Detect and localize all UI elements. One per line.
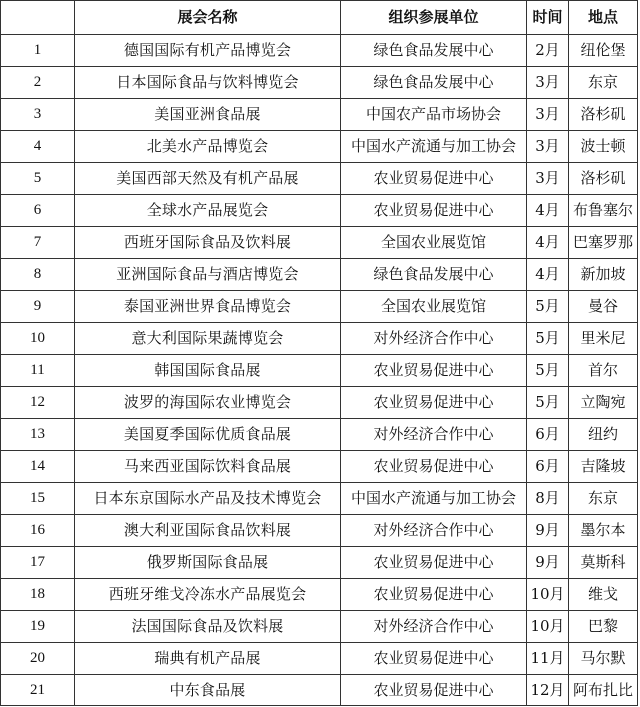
fair-name: 西班牙国际食品及饮料展 — [75, 227, 341, 259]
table-row — [1, 451, 638, 483]
fair-location: 洛杉矶 — [569, 99, 638, 131]
fair-location: 首尔 — [569, 355, 638, 387]
fair-month: 8月 — [527, 483, 569, 515]
fair-name: 西班牙维戈冷冻水产品展览会 — [75, 579, 341, 611]
fair-location: 巴黎 — [569, 611, 638, 643]
fair-month: 10月 — [527, 579, 569, 611]
row-index: 14 — [1, 451, 75, 483]
fair-location: 纽伦堡 — [569, 35, 638, 67]
row-index: 19 — [1, 611, 75, 643]
row-index: 21 — [1, 675, 75, 706]
fair-name: 日本东京国际水产品及技术博览会 — [75, 483, 341, 515]
fair-location: 立陶宛 — [569, 387, 638, 419]
fair-location: 波士顿 — [569, 131, 638, 163]
fair-location: 吉隆坡 — [569, 451, 638, 483]
table-row — [1, 643, 638, 675]
fair-month: 5月 — [527, 323, 569, 355]
organizer: 中国水产流通与加工协会 — [341, 483, 527, 515]
table-row — [1, 131, 638, 163]
row-index: 16 — [1, 515, 75, 547]
fair-location: 东京 — [569, 67, 638, 99]
table-row — [1, 291, 638, 323]
fair-name: 北美水产品博览会 — [75, 131, 341, 163]
organizer: 农业贸易促进中心 — [341, 163, 527, 195]
fair-month: 5月 — [527, 387, 569, 419]
row-index: 3 — [1, 99, 75, 131]
header-index — [1, 1, 75, 35]
table-row — [1, 99, 638, 131]
organizer: 农业贸易促进中心 — [341, 195, 527, 227]
fair-name: 日本国际食品与饮料博览会 — [75, 67, 341, 99]
fair-location: 墨尔本 — [569, 515, 638, 547]
fair-location: 新加坡 — [569, 259, 638, 291]
table-row — [1, 515, 638, 547]
organizer: 绿色食品发展中心 — [341, 35, 527, 67]
row-index: 20 — [1, 643, 75, 675]
fair-month: 5月 — [527, 355, 569, 387]
fair-month: 9月 — [527, 515, 569, 547]
table-row — [1, 227, 638, 259]
organizer: 农业贸易促进中心 — [341, 387, 527, 419]
organizer: 对外经济合作中心 — [341, 515, 527, 547]
table-row — [1, 419, 638, 451]
header-time: 时间 — [527, 1, 569, 35]
row-index: 2 — [1, 67, 75, 99]
header-location: 地点 — [569, 1, 638, 35]
fair-name: 泰国亚洲世界食品博览会 — [75, 291, 341, 323]
row-index: 10 — [1, 323, 75, 355]
row-index: 4 — [1, 131, 75, 163]
fair-name: 美国夏季国际优质食品展 — [75, 419, 341, 451]
fair-location: 马尔默 — [569, 643, 638, 675]
fair-month: 11月 — [527, 643, 569, 675]
fair-month: 6月 — [527, 451, 569, 483]
table-row — [1, 579, 638, 611]
fair-month: 10月 — [527, 611, 569, 643]
organizer: 农业贸易促进中心 — [341, 579, 527, 611]
organizer: 农业贸易促进中心 — [341, 643, 527, 675]
table-row — [1, 675, 638, 706]
organizer: 农业贸易促进中心 — [341, 355, 527, 387]
fair-month: 12月 — [527, 675, 569, 706]
table-row — [1, 547, 638, 579]
fair-location: 东京 — [569, 483, 638, 515]
fair-location: 巴塞罗那 — [569, 227, 638, 259]
table-row — [1, 387, 638, 419]
table-row — [1, 35, 638, 67]
row-index: 1 — [1, 35, 75, 67]
row-index: 8 — [1, 259, 75, 291]
header-fair-name: 展会名称 — [75, 1, 341, 35]
fair-location: 莫斯科 — [569, 547, 638, 579]
organizer: 全国农业展览馆 — [341, 291, 527, 323]
row-index: 6 — [1, 195, 75, 227]
fair-name: 马来西亚国际饮料食品展 — [75, 451, 341, 483]
fair-month: 4月 — [527, 227, 569, 259]
fair-location: 纽约 — [569, 419, 638, 451]
fair-month: 3月 — [527, 163, 569, 195]
fair-name: 法国国际食品及饮料展 — [75, 611, 341, 643]
fair-name: 韩国国际食品展 — [75, 355, 341, 387]
fair-month: 4月 — [527, 259, 569, 291]
fair-location: 曼谷 — [569, 291, 638, 323]
fair-name: 美国亚洲食品展 — [75, 99, 341, 131]
fair-name: 中东食品展 — [75, 675, 341, 706]
table-row — [1, 259, 638, 291]
fair-month: 3月 — [527, 99, 569, 131]
fair-location: 维戈 — [569, 579, 638, 611]
organizer: 农业贸易促进中心 — [341, 547, 527, 579]
fair-name: 美国西部天然及有机产品展 — [75, 163, 341, 195]
fair-location: 布鲁塞尔 — [569, 195, 638, 227]
table-row — [1, 611, 638, 643]
organizer: 对外经济合作中心 — [341, 611, 527, 643]
row-index: 15 — [1, 483, 75, 515]
row-index: 11 — [1, 355, 75, 387]
row-index: 7 — [1, 227, 75, 259]
row-index: 12 — [1, 387, 75, 419]
fair-month: 4月 — [527, 195, 569, 227]
fair-name: 德国国际有机产品博览会 — [75, 35, 341, 67]
table-row — [1, 323, 638, 355]
row-index: 18 — [1, 579, 75, 611]
row-index: 5 — [1, 163, 75, 195]
row-index: 17 — [1, 547, 75, 579]
table-header-row — [1, 1, 638, 35]
table-row — [1, 355, 638, 387]
fair-name: 意大利国际果蔬博览会 — [75, 323, 341, 355]
organizer: 中国农产品市场协会 — [341, 99, 527, 131]
organizer: 农业贸易促进中心 — [341, 451, 527, 483]
fair-name: 俄罗斯国际食品展 — [75, 547, 341, 579]
fair-month: 3月 — [527, 131, 569, 163]
fair-location: 阿布扎比 — [569, 675, 638, 706]
fair-name: 全球水产品展览会 — [75, 195, 341, 227]
table-row — [1, 483, 638, 515]
fair-month: 5月 — [527, 291, 569, 323]
fair-month: 6月 — [527, 419, 569, 451]
fair-month: 9月 — [527, 547, 569, 579]
organizer: 绿色食品发展中心 — [341, 67, 527, 99]
fair-name: 澳大利亚国际食品饮料展 — [75, 515, 341, 547]
organizer: 中国水产流通与加工协会 — [341, 131, 527, 163]
organizer: 对外经济合作中心 — [341, 323, 527, 355]
organizer: 绿色食品发展中心 — [341, 259, 527, 291]
fair-location: 洛杉矶 — [569, 163, 638, 195]
fair-name: 亚洲国际食品与酒店博览会 — [75, 259, 341, 291]
fair-month: 2月 — [527, 35, 569, 67]
table-row — [1, 163, 638, 195]
organizer: 全国农业展览馆 — [341, 227, 527, 259]
fair-name: 瑞典有机产品展 — [75, 643, 341, 675]
organizer: 农业贸易促进中心 — [341, 675, 527, 706]
organizer: 对外经济合作中心 — [341, 419, 527, 451]
row-index: 9 — [1, 291, 75, 323]
table-row — [1, 195, 638, 227]
fair-name: 波罗的海国际农业博览会 — [75, 387, 341, 419]
table-row — [1, 67, 638, 99]
fair-month: 3月 — [527, 67, 569, 99]
fair-location: 里米尼 — [569, 323, 638, 355]
header-organizer: 组织参展单位 — [341, 1, 527, 35]
row-index: 13 — [1, 419, 75, 451]
